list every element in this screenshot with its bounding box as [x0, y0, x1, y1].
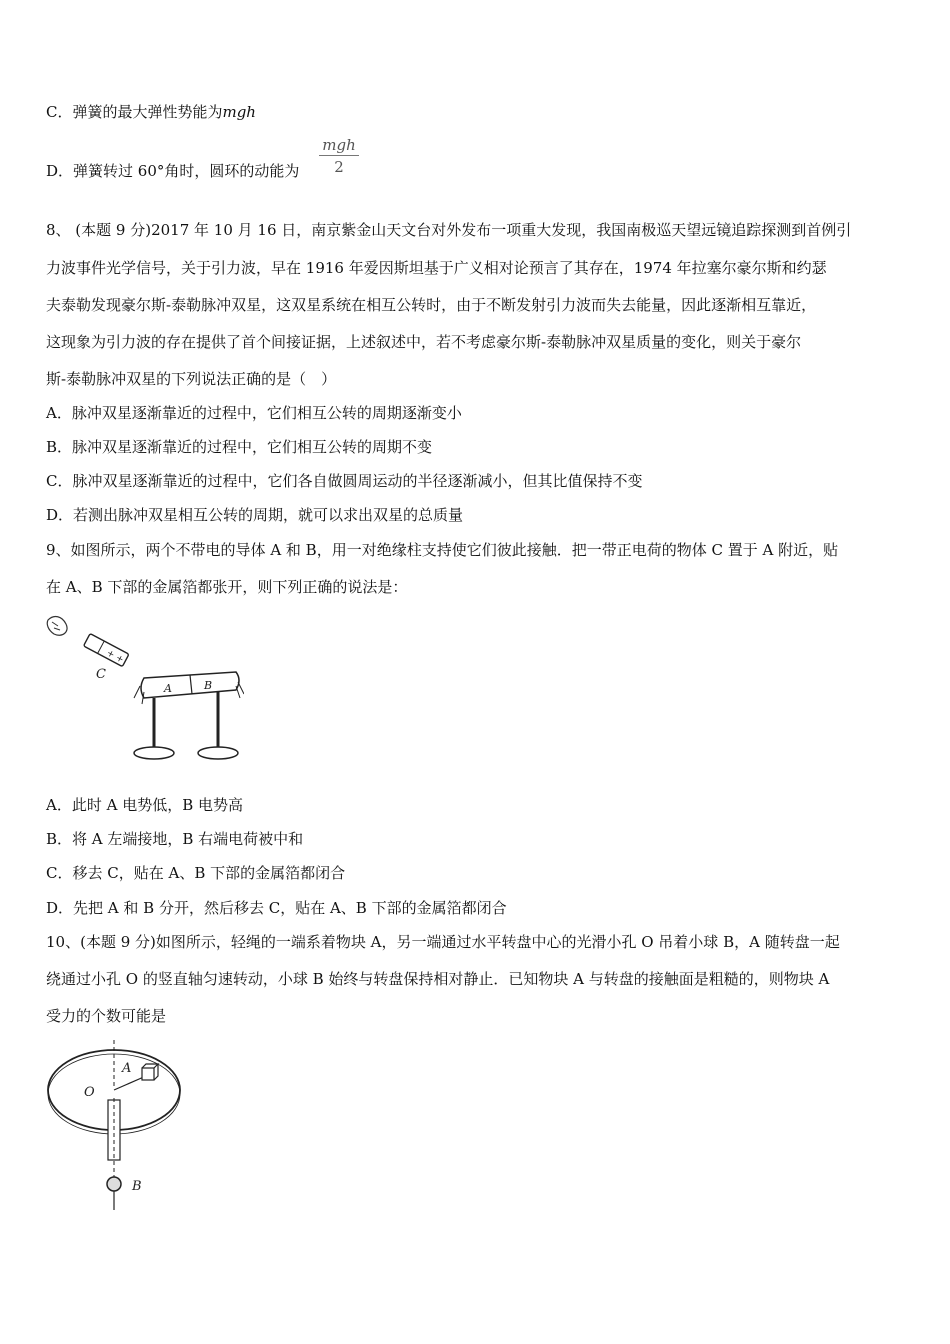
label-a: A [164, 682, 172, 695]
q8-stem-line-2: 力波事件光学信号，关于引力波，早在 1916 年爱因斯坦基于广义相对论预言了其存在，1974 年拉塞尔豪尔斯和约瑟 [46, 259, 827, 277]
q9-stem-line-1: 9、如图所示，两个不带电的导体 A 和 B，用一对绝缘柱支持使它们彼此接触．把一带正电荷的物体 C 置于 A 附近，贴 [46, 541, 839, 559]
q8-option-d: D．若测出脉冲双星相互公转的周期，就可以求出双星的总质量 [46, 506, 464, 524]
q9-stem-line-2: 在 A、B 下部的金属箔都张开，则下列正确的说法是： [46, 578, 408, 596]
label-b: B [132, 1179, 142, 1194]
q9-option-c: C．移去 C，贴在 A、B 下部的金属箔都闭合 [46, 864, 346, 882]
q9-option-b: B．将 A 左端接地，B 右端电荷被中和 [46, 830, 304, 848]
q7-option-d: D．弹簧转过 60°角时，圆环的动能为 [46, 162, 300, 180]
q7-fraction [319, 136, 359, 176]
q10-figure [44, 1038, 194, 1213]
label-b: B [204, 679, 213, 692]
label-a: A [122, 1061, 132, 1076]
shaft [108, 1098, 120, 1178]
q8-stem-line-5: 斯-泰勒脉冲双星的下列说法正确的是（ ） [46, 370, 337, 388]
q8-option-a: A．脉冲双星逐渐靠近的过程中，它们相互公转的周期逐渐变小 [46, 404, 462, 422]
q8-option-b: B．脉冲双星逐渐靠近的过程中，它们相互公转的周期不变 [46, 438, 433, 456]
ball-b [107, 1177, 121, 1191]
q7-fraction-bar [319, 155, 359, 156]
conductors-ab [134, 672, 244, 704]
label-o: O [84, 1085, 95, 1100]
q10-stem-line-3: 受力的个数可能是 [46, 1007, 167, 1025]
q7-fraction-denominator: 2 [334, 158, 344, 176]
q9-option-a: A．此时 A 电势低，B 电势高 [46, 796, 243, 814]
q7-option-c: C．弹簧的最大弹性势能为mgh [46, 103, 256, 121]
q10-stem-line-2: 绕通过小孔 O 的竖直轴匀速转动，小球 B 始终与转盘保持相对静止．已知物块 A 与转盘的接触面是粗糙的，则物块 A [46, 970, 830, 988]
finger-lines [52, 622, 60, 630]
q9-option-d: D．先把 A 和 B 分开，然后移去 C，贴在 A、B 下部的金属箔都闭合 [46, 899, 507, 917]
q8-option-c: C．脉冲双星逐渐靠近的过程中，它们各自做圆周运动的半径逐渐减小，但其比值保持不变 [46, 472, 643, 490]
q8-stem-line-1: 8、 (本题 9 分)2017 年 10 月 16 日，南京紫金山天文台对外发布一项重大发现，我国南极巡天望远镜追踪探测到首例引 [46, 221, 852, 239]
q7-option-c-var: mgh [222, 103, 256, 121]
charged-rod-c [84, 634, 129, 667]
q8-stem-line-4: 这现象为引力波的存在提供了首个间接证据，上述叙述中，若不考虑豪尔斯-泰勒脉冲双星质量的变化，则关于豪尔 [46, 333, 802, 351]
q8-stem-line-3: 夫泰勒发现豪尔斯-泰勒脉冲双星，这双星系统在相互公转时，由于不断发射引力波而失去能量，因此逐渐相互靠近， [46, 296, 817, 314]
label-c: C [96, 667, 106, 682]
q7-fraction-numerator: mgh [322, 136, 356, 154]
q9-figure [44, 612, 244, 767]
svg-text:+ +: + + [104, 648, 126, 666]
insulating-stands [134, 692, 238, 759]
q10-stem-line-1: 10、(本题 9 分)如图所示，轻绳的一端系着物块 A，另一端通过水平转盘中心的光滑小孔 O 吊着小球 B，A 随转盘一起 [46, 933, 840, 951]
